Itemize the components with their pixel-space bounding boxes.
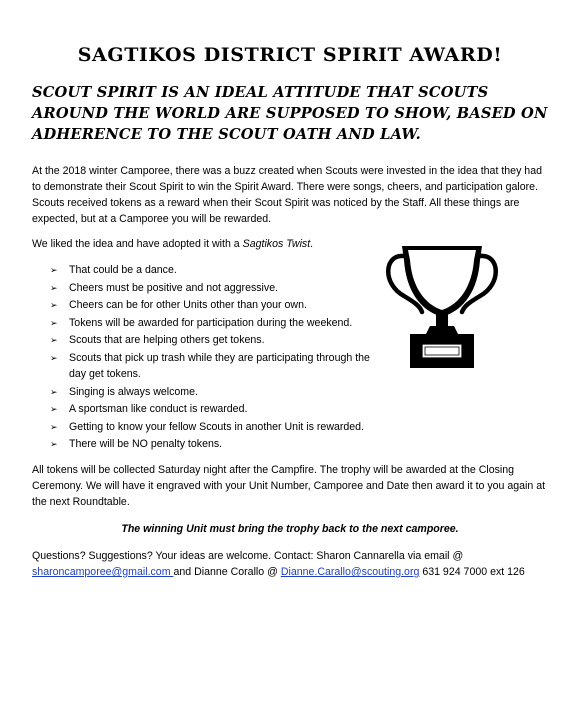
rule-text: Tokens will be awarded for participation during the weekend.: [69, 316, 353, 329]
list-item: [50, 419, 380, 435]
rule-text: Singing is always welcome.: [69, 385, 198, 398]
list-item: [50, 350, 380, 382]
rule-text: There will be NO penalty tokens.: [69, 438, 223, 451]
contact-lead: Questions? Suggestions? Your ideas are welcome. Contact: Sharon Cannarella via email @: [32, 550, 464, 562]
list-item: [50, 332, 380, 348]
list-item: [50, 297, 380, 313]
arrowhead-bullet-icon: ➢: [50, 386, 58, 397]
rules-list: [50, 262, 380, 454]
winning-note: The winning Unit must bring the trophy back to the next camporee.: [121, 523, 459, 535]
arrowhead-bullet-icon: ➢: [50, 335, 58, 346]
arrowhead-bullet-icon: ➢: [50, 265, 58, 275]
rule-text: That could be a dance.: [69, 264, 177, 276]
contact-mid: and Dianne Corallo @: [173, 566, 281, 578]
rule-text: Cheers can be for other Units other than your own.: [69, 299, 307, 312]
arrowhead-bullet-icon: ➢: [50, 282, 58, 293]
intro-paragraph: At the 2018 winter Camporee, there was a buzz created when Scouts were invested in the idea that they had to demonstrate their Scout Spirit to win the Spirit Award. There were songs, cheers, and participation galore. Scouts received tokens as a reward when their Scout Spirit was noticed by the Staff. All these things are expected, but at a Camporee you will be rewarded.: [32, 165, 542, 225]
rule-text: A sportsman like conduct is rewarded.: [69, 403, 248, 416]
arrowhead-bullet-icon: ➢: [50, 300, 58, 311]
list-item: [50, 384, 380, 400]
rule-text: Scouts that pick up trash while they are participating through the day get tokens.: [69, 351, 370, 380]
email-link-sharon[interactable]: sharoncamporee@gmail.com: [32, 566, 174, 578]
sagtikos-twist-text: Sagtikos Twist: [242, 238, 311, 250]
arrowhead-bullet-icon: ➢: [50, 439, 58, 450]
adopted-prefix: We liked the idea and have adopted it with a: [32, 238, 243, 250]
page-title: SAGTIKOS DISTRICT SPIRIT AWARD!: [77, 44, 503, 66]
phone-number: 631 924 7000 ext 126: [419, 566, 525, 578]
rule-text: Getting to know your fellow Scouts in another Unit is rewarded.: [69, 420, 365, 433]
arrowhead-bullet-icon: ➢: [50, 421, 58, 432]
arrowhead-bullet-icon: ➢: [50, 317, 58, 328]
collection-paragraph: All tokens will be collected Saturday night after the Campfire. The trophy will be awarded at the Closing Ceremony. We will have it engraved with your Unit Number, Camporee and Date then award it to you again at the next Roundtable.: [32, 464, 546, 508]
adopted-suffix: .: [310, 238, 314, 250]
arrowhead-bullet-icon: ➢: [50, 404, 58, 415]
list-item: [50, 401, 380, 417]
email-link-dianne[interactable]: Dianne.Carallo@scouting.org: [280, 566, 420, 578]
rule-text: Scouts that are helping others get tokens.: [69, 334, 265, 347]
list-item: [50, 280, 380, 296]
arrowhead-bullet-icon: ➢: [50, 352, 58, 363]
list-item: [50, 315, 380, 331]
list-item: [50, 262, 380, 278]
contact-paragraph: [32, 548, 552, 580]
trophy-icon: [382, 238, 502, 370]
subtitle: SCOUT SPIRIT IS AN IDEAL ATTITUDE THAT SCOUTS AROUND THE WORLD ARE SUPPOSED TO SHOW, BASED ON ADHERENCE TO THE SCOUT OATH AND LAW.: [32, 84, 548, 143]
rule-text: Cheers must be positive and not aggressive.: [69, 281, 279, 294]
list-item: [50, 436, 380, 452]
